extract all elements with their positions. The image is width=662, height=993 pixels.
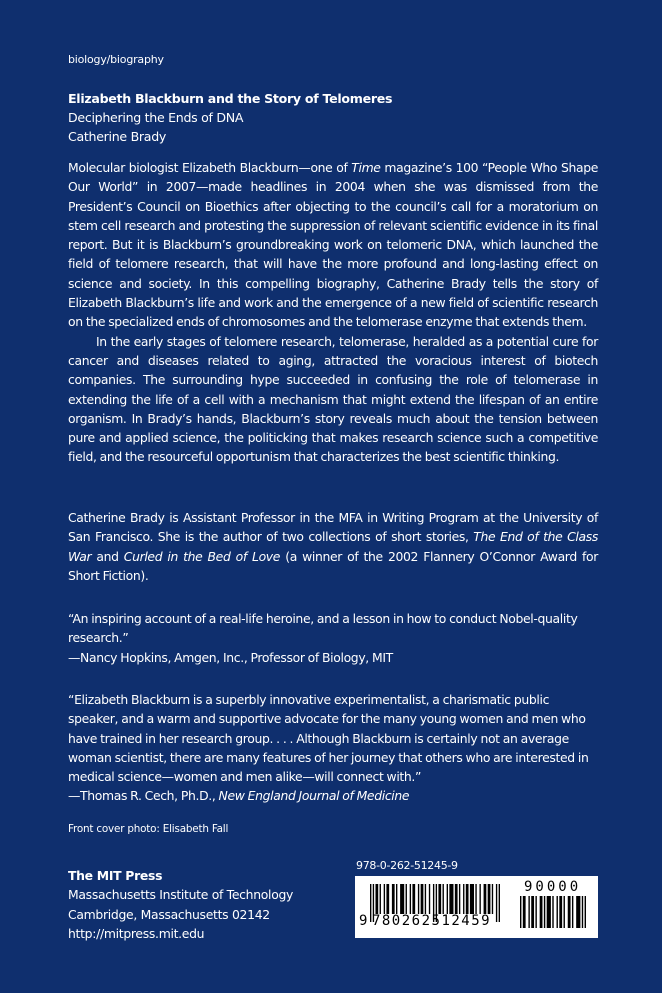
price-addon-digits: 90000 [524, 879, 582, 895]
blurb-quote: “Elizabeth Blackburn is a superbly innovative experimentalist, a charismatic public speaker, and a warm and supportive advocate for the many young women and men who have trained in her research group. . . . Although Blackburn is certainly not an average woman scientist, there are many features of her journey that others who are interested in medical science—women and men alike—will connect with.” [68, 692, 589, 785]
barcode-number: 780262512459 [371, 913, 492, 929]
book-name: Curled in the Bed of Love [123, 548, 281, 564]
magazine-name: Time [351, 160, 381, 175]
barcode-first-digit: 9 [359, 913, 369, 929]
isbn-label: 978-0-262-51245-9 [356, 859, 458, 872]
book-name: The End of the Class War [68, 529, 598, 564]
publisher-block [68, 866, 293, 943]
book-subtitle: Deciphering the Ends of DNA [68, 110, 244, 126]
text-run: Catherine Brady is Assistant Professor in the MFA in Writing Program at the University of San Francisco. She is the author of two collections of short stories, [68, 510, 598, 545]
blurb-attribution: —Nancy Hopkins, Amgen, Inc., Professor of Biology, MIT [68, 649, 393, 665]
category-label: biology/biography [68, 53, 164, 66]
barcode [355, 876, 598, 938]
addon-barcode-bars [520, 896, 586, 928]
book-author: Catherine Brady [68, 129, 167, 145]
publisher-name: The MIT Press [68, 868, 163, 883]
description-paragraph-2: In the early stages of telomere research, telomerase, heralded as a potential cure for cancer and diseases related to aging, attracted the voracious interest of biotech companies. The surrounding hype succeeded in confusing the role of telomerase in extending the life of a cell with a mechanism that might extend the lifespan of an entire organism. In Brady’s hands, Blackburn’s story reveals much about the tension between pure and applied science, the politicking that makes research science such a competitive field, and the resourceful opportunism that characterizes the best scientific thinking. [68, 333, 598, 465]
text-run: magazine’s 100 “People Who Shape Our World” in 2007—made headlines in 2004 when she was dismissed from the President’s Council on Bioethics after objecting to the council’s call for a moratorium on stem cell research and protesting the suppression of relevant scientific evidence in its final report. But it is Blackburn’s groundbreaking work on telomeric DNA, which launched the field of telomere research, that will have the more profound and long-lasting effect on science and society. In this compelling biography, Catherine Brady tells the story of Elizabeth Blackburn’s life and work and the emergence of a new field of scientific research on the specialized ends of chromosomes and the telomerase enzyme that extends them. [68, 160, 599, 330]
text-run: —Thomas R. Cech, Ph.D., [68, 788, 219, 804]
publisher-address-line-1: Massachusetts Institute of Technology [68, 887, 294, 903]
publisher-address-line-2: Cambridge, Massachusetts 02142 [68, 906, 270, 922]
barcode-digits [359, 913, 491, 929]
title-block [68, 89, 392, 147]
text-run: Molecular biologist Elizabeth Blackburn—one of [68, 160, 352, 175]
text-run: and [91, 548, 124, 564]
blurb-quote: “An inspiring account of a real-life heroine, and a lesson in how to conduct Nobel-quality research.” [68, 611, 578, 646]
book-title: Elizabeth Blackburn and the Story of Telomeres [68, 91, 393, 106]
journal-name: New England Journal of Medicine [218, 788, 410, 804]
text-run: (a winner of the 2002 Flannery O’Connor Award for Short Fiction). [68, 548, 598, 583]
book-description [68, 158, 598, 467]
photo-credit: Front cover photo: Elisabeth Fall [68, 823, 229, 835]
publisher-url[interactable]: http://mitpress.mit.edu [68, 925, 205, 941]
author-bio-text [68, 508, 598, 585]
blurb-2 [68, 690, 598, 806]
blurb-attribution [68, 786, 598, 805]
author-bio [68, 508, 598, 585]
blurb-1 [68, 609, 598, 667]
description-paragraph-1 [68, 158, 598, 332]
